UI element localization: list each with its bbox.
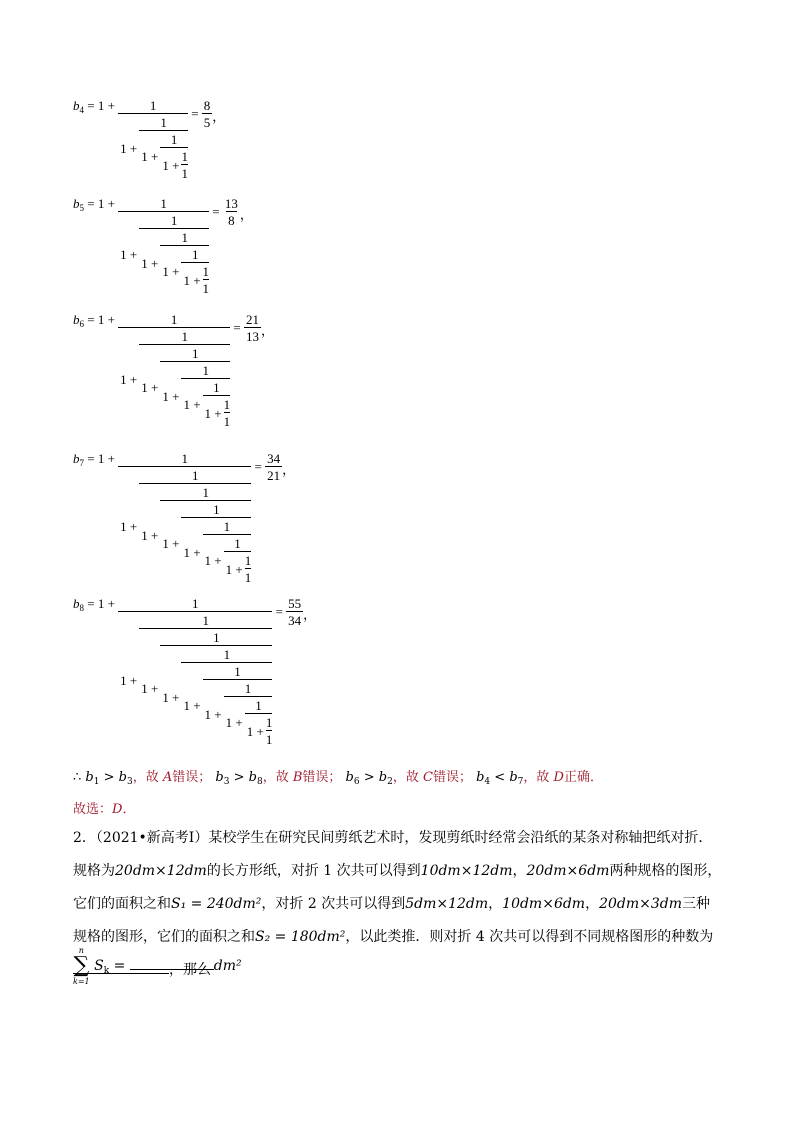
one-plus: 1 + <box>120 247 138 262</box>
variable-b: b <box>73 596 80 611</box>
fraction-numerator: 1 <box>213 380 220 395</box>
fraction-denominator: 1 <box>202 281 210 296</box>
one-plus: 1 + <box>120 672 138 688</box>
one-plus: 1 + <box>120 371 138 387</box>
continued-fraction <box>139 468 251 586</box>
sum-expression: n ∑ k=1 $S_k = dm^2$ <box>73 946 242 986</box>
fraction-numerator: 1 <box>181 230 188 245</box>
one-plus: 1 + <box>162 264 180 279</box>
one-plus: 1 + <box>141 681 159 696</box>
subscript: 6 <box>79 319 84 329</box>
fraction-denominator <box>181 262 209 297</box>
subscript: 4 <box>79 105 84 115</box>
one-plus: 1 + <box>141 380 159 395</box>
one-plus: 1 + <box>141 527 159 543</box>
fraction-denominator <box>245 713 273 748</box>
fraction-numerator: 1 <box>170 213 178 228</box>
result-numerator: 13 <box>224 196 238 211</box>
continued-fraction <box>245 553 252 586</box>
fraction-denominator <box>118 211 209 297</box>
fraction-numerator: 1 <box>244 681 252 696</box>
continued-fraction <box>203 264 210 297</box>
equals-one-plus: = 1 + <box>84 312 119 327</box>
one-plus: 1 + <box>183 272 201 288</box>
fraction-denominator <box>139 483 251 586</box>
one-plus: 1 + <box>204 706 222 722</box>
fraction-numerator: 1 <box>213 630 220 645</box>
continued-fraction <box>224 397 231 430</box>
result-fraction <box>265 451 282 483</box>
fraction-numerator: 1 <box>181 329 188 344</box>
sigma-symbol: n ∑ k=1 <box>73 946 90 986</box>
fraction-numerator: 1 <box>255 698 262 713</box>
continued-fraction <box>160 132 188 182</box>
continued-fraction <box>139 213 209 297</box>
one-plus: 1 + <box>225 715 243 730</box>
equals-one-plus: = 1 + <box>84 451 119 466</box>
continued-fraction <box>181 502 251 586</box>
continued-fraction <box>224 536 252 586</box>
subscript: 8 <box>79 603 84 613</box>
continued-fraction <box>203 380 231 430</box>
continued-fraction <box>160 485 251 586</box>
continued-fraction <box>245 698 273 748</box>
comma: ， <box>260 323 274 338</box>
fraction-numerator: 1 <box>223 519 231 534</box>
fraction-denominator <box>160 245 209 297</box>
equation-b4 <box>73 98 225 182</box>
one-plus: 1 + <box>204 405 222 421</box>
continued-fraction <box>139 115 188 182</box>
equation-b6 <box>73 312 274 430</box>
one-plus: 1 + <box>183 544 201 560</box>
equals-sign: = <box>251 459 266 474</box>
fraction-numerator: 1 <box>192 596 199 611</box>
equation-b7 <box>73 451 295 586</box>
fraction-denominator <box>203 395 231 430</box>
result-fraction <box>244 312 261 344</box>
continued-fraction <box>181 363 230 430</box>
comma: ， <box>282 462 296 477</box>
fraction-denominator: 1 <box>265 732 273 747</box>
result-denominator: 5 <box>203 115 211 130</box>
one-plus: 1 + <box>141 255 159 271</box>
fraction-numerator: 1 <box>202 363 210 378</box>
result-numerator: 21 <box>245 312 259 327</box>
fraction-numerator: 1 <box>223 397 231 412</box>
comma: ， <box>303 607 317 622</box>
fraction-denominator <box>224 696 273 748</box>
fraction-numerator: 1 <box>170 132 178 147</box>
variable-b: b <box>73 451 80 466</box>
equals-sign: = <box>187 106 202 121</box>
continued-fraction <box>203 519 252 586</box>
fraction-denominator <box>118 611 272 748</box>
continued-fraction <box>139 329 230 430</box>
result-fraction <box>223 196 240 228</box>
fraction-denominator <box>118 466 251 586</box>
continued-fraction <box>203 664 273 748</box>
fraction-denominator: 1 <box>181 166 188 181</box>
fraction-numerator: 1 <box>234 536 241 551</box>
fraction-numerator: 1 <box>265 715 273 730</box>
continued-fraction <box>181 149 188 182</box>
fraction-numerator: 1 <box>181 149 188 164</box>
variable-b: b <box>73 98 80 113</box>
fraction-denominator: 1 <box>244 570 252 585</box>
equals-one-plus: = 1 + <box>84 596 119 611</box>
fraction-numerator: 1 <box>192 346 199 361</box>
fraction-numerator: 1 <box>149 98 157 113</box>
fraction-denominator <box>181 662 272 748</box>
fraction-denominator <box>181 517 251 586</box>
one-plus: 1 + <box>204 553 222 568</box>
fraction-denominator <box>224 551 252 586</box>
result-denominator: 21 <box>267 468 281 483</box>
result-denominator: 8 <box>228 213 235 228</box>
result-denominator: 34 <box>288 613 302 628</box>
one-plus: 1 + <box>225 561 243 577</box>
fraction-denominator <box>118 113 188 182</box>
one-plus: 1 + <box>120 140 138 156</box>
result-numerator: 34 <box>267 451 281 466</box>
result-denominator: 13 <box>245 329 259 344</box>
fraction-denominator <box>118 327 230 430</box>
conclusion-line: ∴ $b_1 > b_3$，故 A错误； $b_3 > b_8$，故 B错误； $b_6 > b_2$，故 C错误； $b_4 < b_7$，故 D正确． <box>73 770 603 787</box>
fraction-numerator: 1 <box>202 485 210 500</box>
one-plus: 1 + <box>120 519 138 534</box>
fraction-denominator <box>160 147 188 182</box>
continued-fraction <box>266 715 273 748</box>
fraction-denominator <box>139 344 230 430</box>
fraction-denominator <box>160 500 251 586</box>
one-plus: 1 + <box>162 536 180 551</box>
equals-sign: = <box>272 604 287 619</box>
fraction-numerator: 1 <box>192 468 199 483</box>
continued-fraction <box>118 596 272 748</box>
fraction-numerator: 1 <box>213 502 220 517</box>
fraction-denominator: 1 <box>223 414 231 429</box>
one-plus: 1 + <box>183 397 201 412</box>
equation-b5 <box>73 196 253 297</box>
continued-fraction <box>118 98 188 182</box>
continued-fraction <box>118 196 209 297</box>
continued-fraction <box>181 647 272 748</box>
comma: ， <box>212 109 226 124</box>
fraction-numerator: 1 <box>181 451 188 466</box>
result-fraction <box>202 98 213 130</box>
equals-sign: = <box>209 204 223 219</box>
fraction-denominator <box>160 645 272 748</box>
fraction-denominator <box>181 378 230 430</box>
continued-fraction <box>160 230 209 297</box>
one-plus: 1 + <box>246 723 264 739</box>
continued-fraction <box>139 613 272 748</box>
continued-fraction <box>118 312 230 430</box>
fraction-denominator <box>203 679 273 748</box>
result-fraction <box>286 596 303 628</box>
equals-one-plus: = 1 + <box>84 98 119 113</box>
subscript: 7 <box>79 458 84 468</box>
fraction-denominator <box>160 361 230 430</box>
one-plus: 1 + <box>141 149 159 164</box>
fraction-numerator: 1 <box>160 196 167 211</box>
result-numerator: 8 <box>203 98 211 113</box>
variable-b: b <box>73 196 80 211</box>
continued-fraction <box>160 346 230 430</box>
continued-fraction <box>224 681 273 748</box>
fraction-denominator <box>139 130 188 182</box>
fraction-numerator: 1 <box>202 264 210 279</box>
one-plus: 1 + <box>162 689 180 705</box>
equation-b8 <box>73 596 316 748</box>
fraction-numerator: 1 <box>160 115 167 130</box>
fraction-denominator <box>203 534 252 586</box>
fraction-denominator <box>139 228 209 297</box>
one-plus: 1 + <box>183 698 201 713</box>
one-plus: 1 + <box>162 388 180 404</box>
subscript: 5 <box>79 203 84 213</box>
fraction-numerator: 1 <box>244 553 252 568</box>
variable-b: b <box>73 312 80 327</box>
fraction-numerator: 1 <box>202 613 210 628</box>
fraction-numerator: 1 <box>170 312 178 327</box>
comma: ， <box>239 207 253 222</box>
fraction-denominator <box>139 628 272 748</box>
answer-line: 故选：D． <box>73 802 136 817</box>
equals-one-plus: = 1 + <box>84 196 119 211</box>
answer-blank-2[interactable] <box>130 969 214 970</box>
equals-sign: = <box>230 320 244 335</box>
continued-fraction <box>160 630 272 748</box>
question-2: 2．（2021•新高考Ⅰ）某校学生在研究民间剪纸艺术时，发现剪纸时经常会沿纸的某条对称轴把纸对折．规格为20dm×12dm的长方形纸，对折 1 次共可以得到10dm×12dm，20dm×6dm两种规格的图形，它们的面积之和S₁ = 240dm²，对折 2 次共可以得到5dm×12dm，10dm×6dm，20dm×3dm三种规格的图形，它们的面积之和S₂ = 180dm²，以此类推．则对折 4 次共可以得到不同规格图形的种数为，那么 <box>73 830 722 978</box>
result-numerator: 55 <box>288 596 302 611</box>
one-plus: 1 + <box>162 157 180 173</box>
continued-fraction <box>118 451 251 586</box>
fraction-numerator: 1 <box>223 647 231 662</box>
fraction-numerator: 1 <box>234 664 241 679</box>
continued-fraction <box>181 247 209 297</box>
fraction-numerator: 1 <box>192 247 199 262</box>
